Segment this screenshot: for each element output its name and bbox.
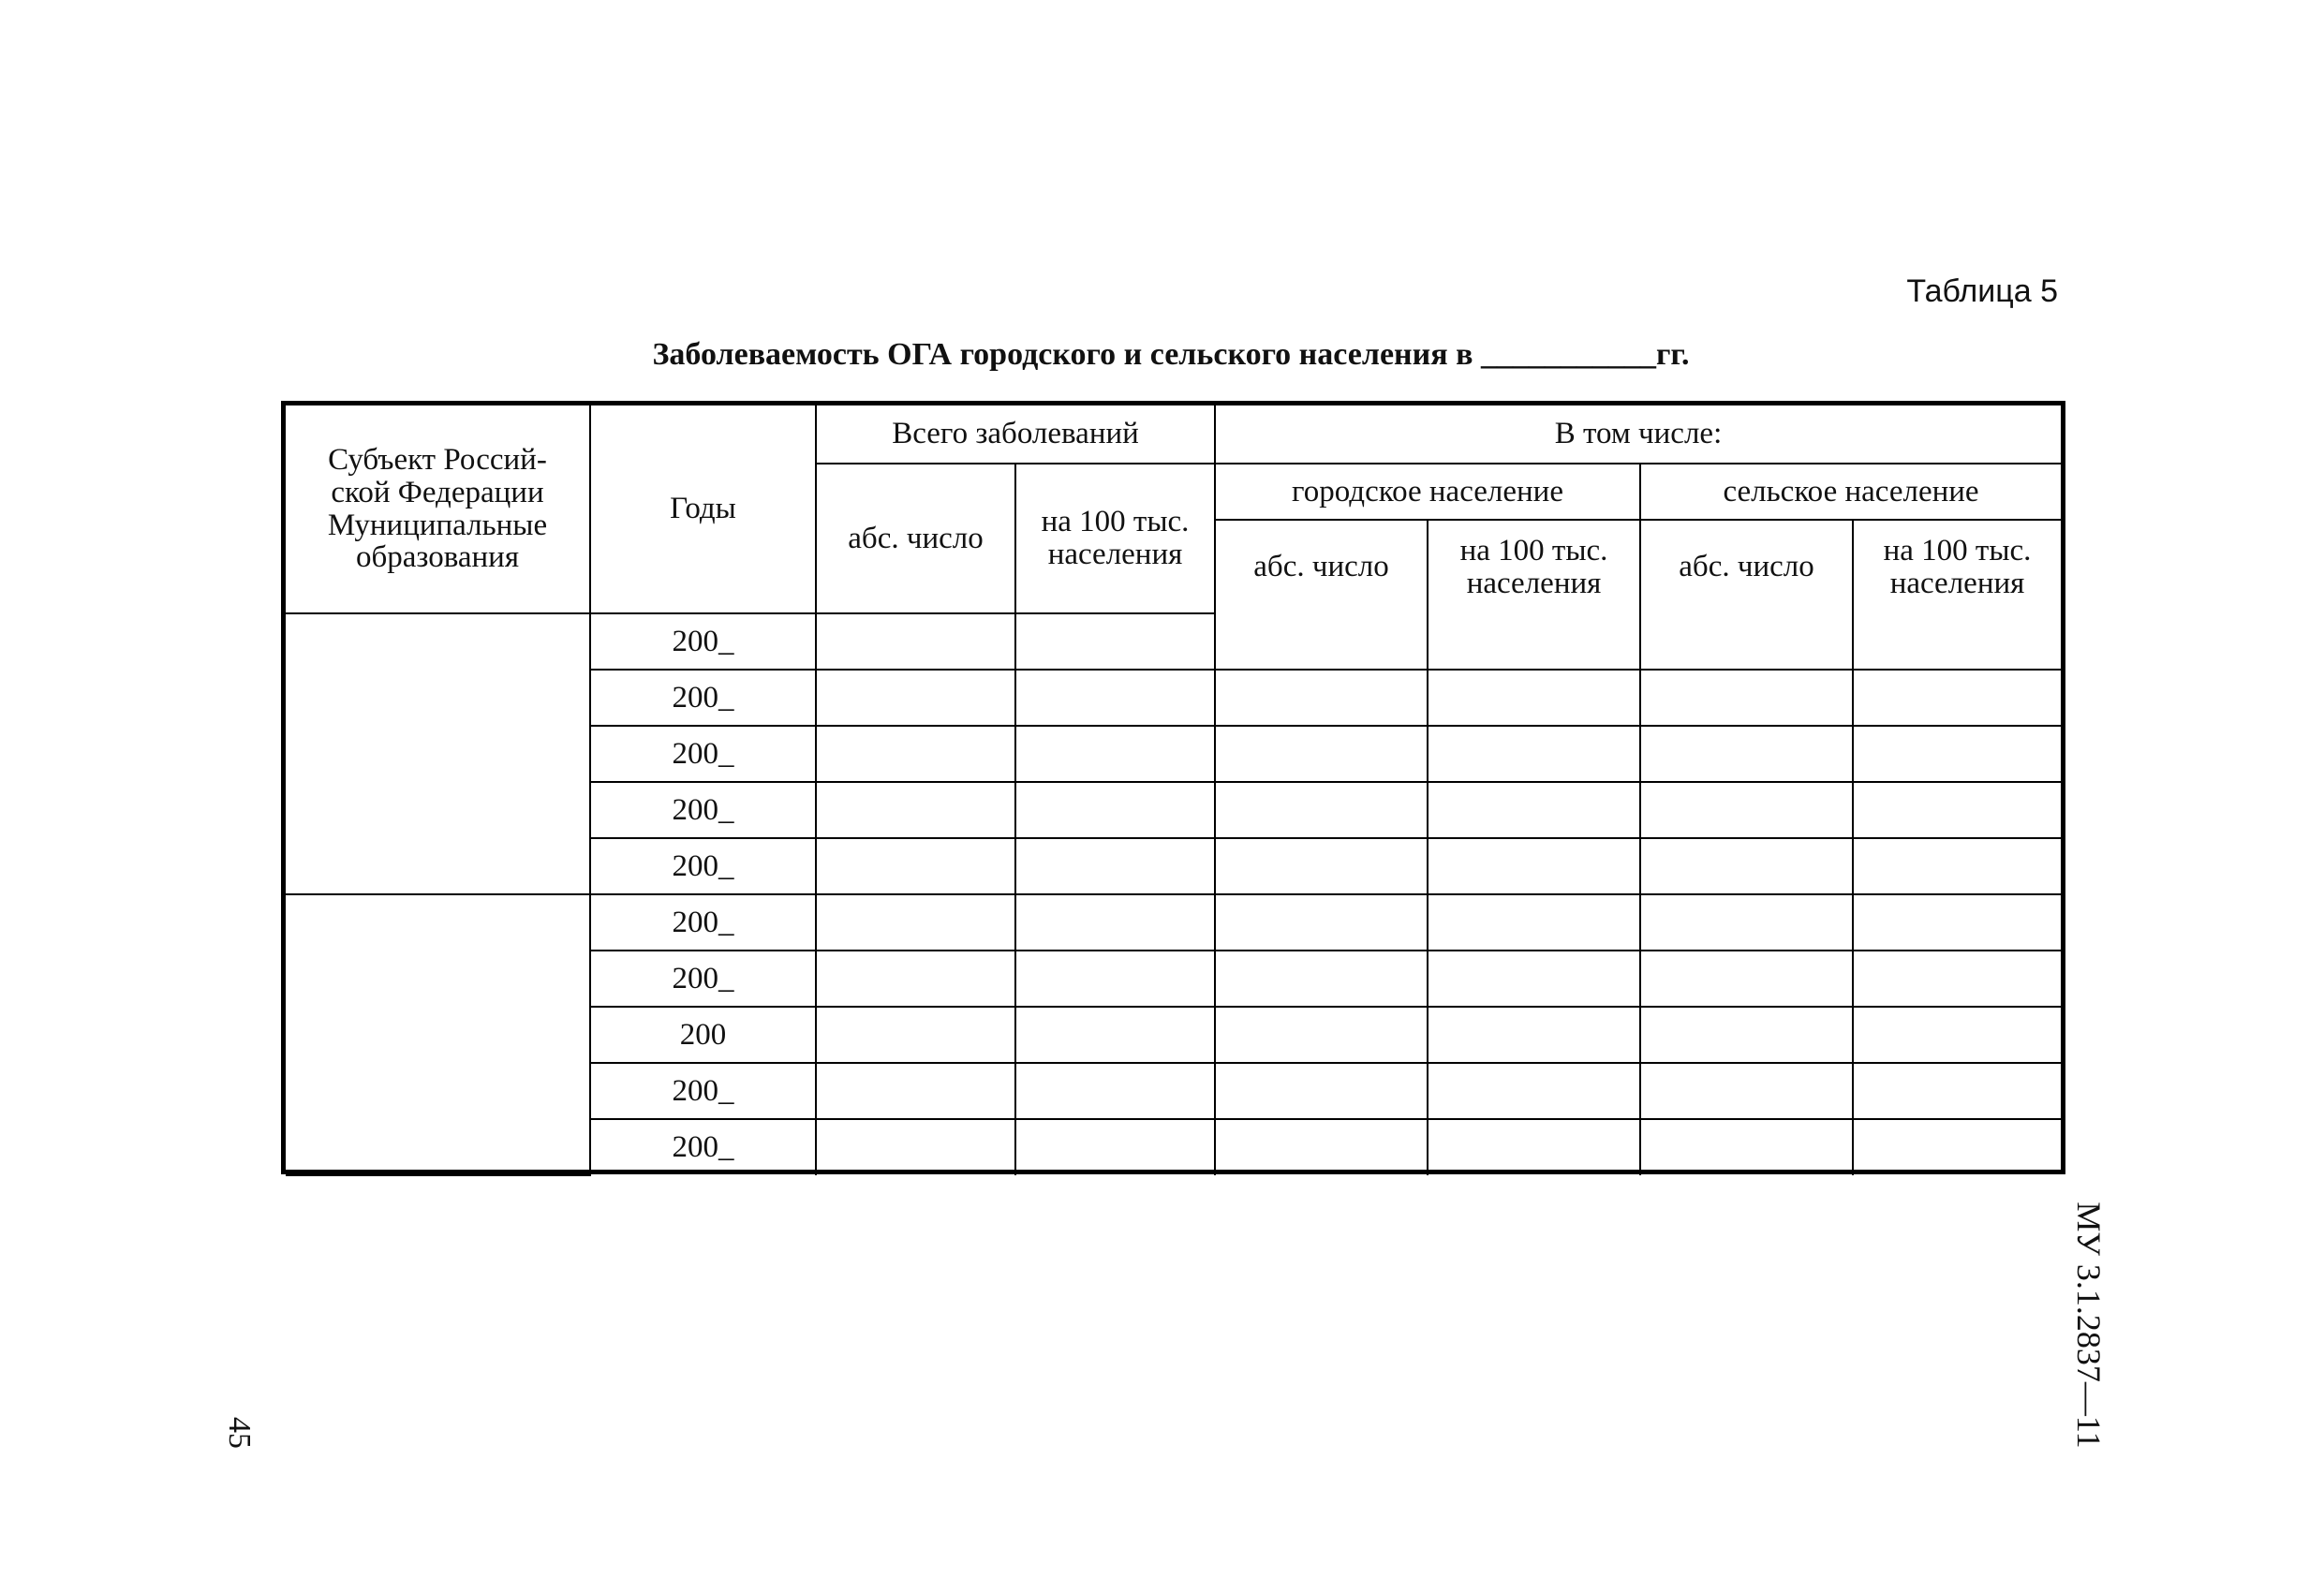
data-cell [1015,613,1215,670]
data-cell [1215,1119,1428,1175]
data-cell [1640,894,1853,951]
header-years: Годы [590,405,816,613]
header-total: Всего заболеваний [816,405,1215,464]
data-cell [1428,1007,1640,1063]
data-cell [1640,782,1853,838]
data-cell [1853,838,2061,894]
year-cell: 200_ [590,1063,816,1119]
data-cell [1428,838,1640,894]
header-rural-per100k: на 100 тыс. населения [1853,520,2061,613]
data-cell [1215,726,1428,782]
subject-cell [286,894,590,1175]
year-cell: 200_ [590,951,816,1007]
data-cell [1640,1063,1853,1119]
data-cell [1015,1063,1215,1119]
data-cell [1853,613,2061,670]
incidence-grid [286,405,2061,1176]
data-cell [1428,670,1640,726]
year-cell: 200_ [590,894,816,951]
data-cell [1853,670,2061,726]
data-cell [1015,1119,1215,1175]
data-cell [816,1063,1015,1119]
data-cell [1015,782,1215,838]
data-cell [1853,782,2061,838]
data-cell [1640,726,1853,782]
data-cell [1640,670,1853,726]
header-urban: городское население [1215,464,1640,520]
data-cell [1640,1007,1853,1063]
header-total-per100k: на 100 тыс. населения [1015,464,1215,613]
data-cell [1215,782,1428,838]
year-cell: 200_ [590,782,816,838]
data-cell [816,670,1015,726]
header-urban-abs: абс. число [1215,520,1428,613]
header-total-abs: абс. число [816,464,1015,613]
document-code: МУ 3.1.2837—11 [2070,1201,2108,1449]
data-cell [1215,613,1428,670]
title-text: Заболеваемость ОГА городского и сельского населения в [652,337,1481,372]
header-urban-per100k: на 100 тыс. населения [1428,520,1640,613]
data-cell [1015,894,1215,951]
data-cell [1428,726,1640,782]
data-cell [1853,1063,2061,1119]
title-blank: ___________ [1480,337,1656,372]
data-cell [816,1119,1015,1175]
data-cell [1853,894,2061,951]
year-cell: 200_ [590,1119,816,1175]
title-suffix: гг. [1655,337,1690,372]
data-cell [816,838,1015,894]
data-cell [1015,726,1215,782]
data-cell [1215,1063,1428,1119]
subject-cell [286,613,590,894]
year-cell: 200 [590,1007,816,1063]
data-cell [1853,951,2061,1007]
header-rural: сельское население [1640,464,2061,520]
data-cell [1640,613,1853,670]
header-including: В том числе: [1215,405,2061,464]
data-cell [1428,613,1640,670]
table-row [286,613,2061,670]
year-cell: 200_ [590,670,816,726]
page-number: 45 [222,1417,257,1449]
table-row [286,894,2061,951]
data-cell [1428,951,1640,1007]
data-cell [1428,1063,1640,1119]
table-number-label: Таблица 5 [1906,273,2058,309]
header-rural-abs: абс. число [1640,520,1853,613]
data-cell [1428,782,1640,838]
data-cell [816,894,1015,951]
data-cell [1215,894,1428,951]
data-cell [1853,1007,2061,1063]
data-cell [1428,1119,1640,1175]
data-cell [816,1007,1015,1063]
data-cell [816,951,1015,1007]
year-cell: 200_ [590,613,816,670]
data-cell [1015,670,1215,726]
table-title [562,337,1780,373]
table-body [286,613,2061,1175]
incidence-table [281,401,2065,1174]
data-cell [1853,1119,2061,1175]
data-cell [816,726,1015,782]
data-cell [1215,670,1428,726]
data-cell [1853,726,2061,782]
data-cell [1428,894,1640,951]
data-cell [1640,838,1853,894]
data-cell [1015,951,1215,1007]
data-cell [1640,951,1853,1007]
data-cell [1015,838,1215,894]
year-cell: 200_ [590,726,816,782]
data-cell [816,613,1015,670]
data-cell [1640,1119,1853,1175]
data-cell [1015,1007,1215,1063]
data-cell [1215,1007,1428,1063]
data-cell [1215,951,1428,1007]
header-subject: Субъект Россий- ской Федерации Муниципальные образования [286,405,590,613]
data-cell [1215,838,1428,894]
year-cell: 200_ [590,838,816,894]
data-cell [816,782,1015,838]
